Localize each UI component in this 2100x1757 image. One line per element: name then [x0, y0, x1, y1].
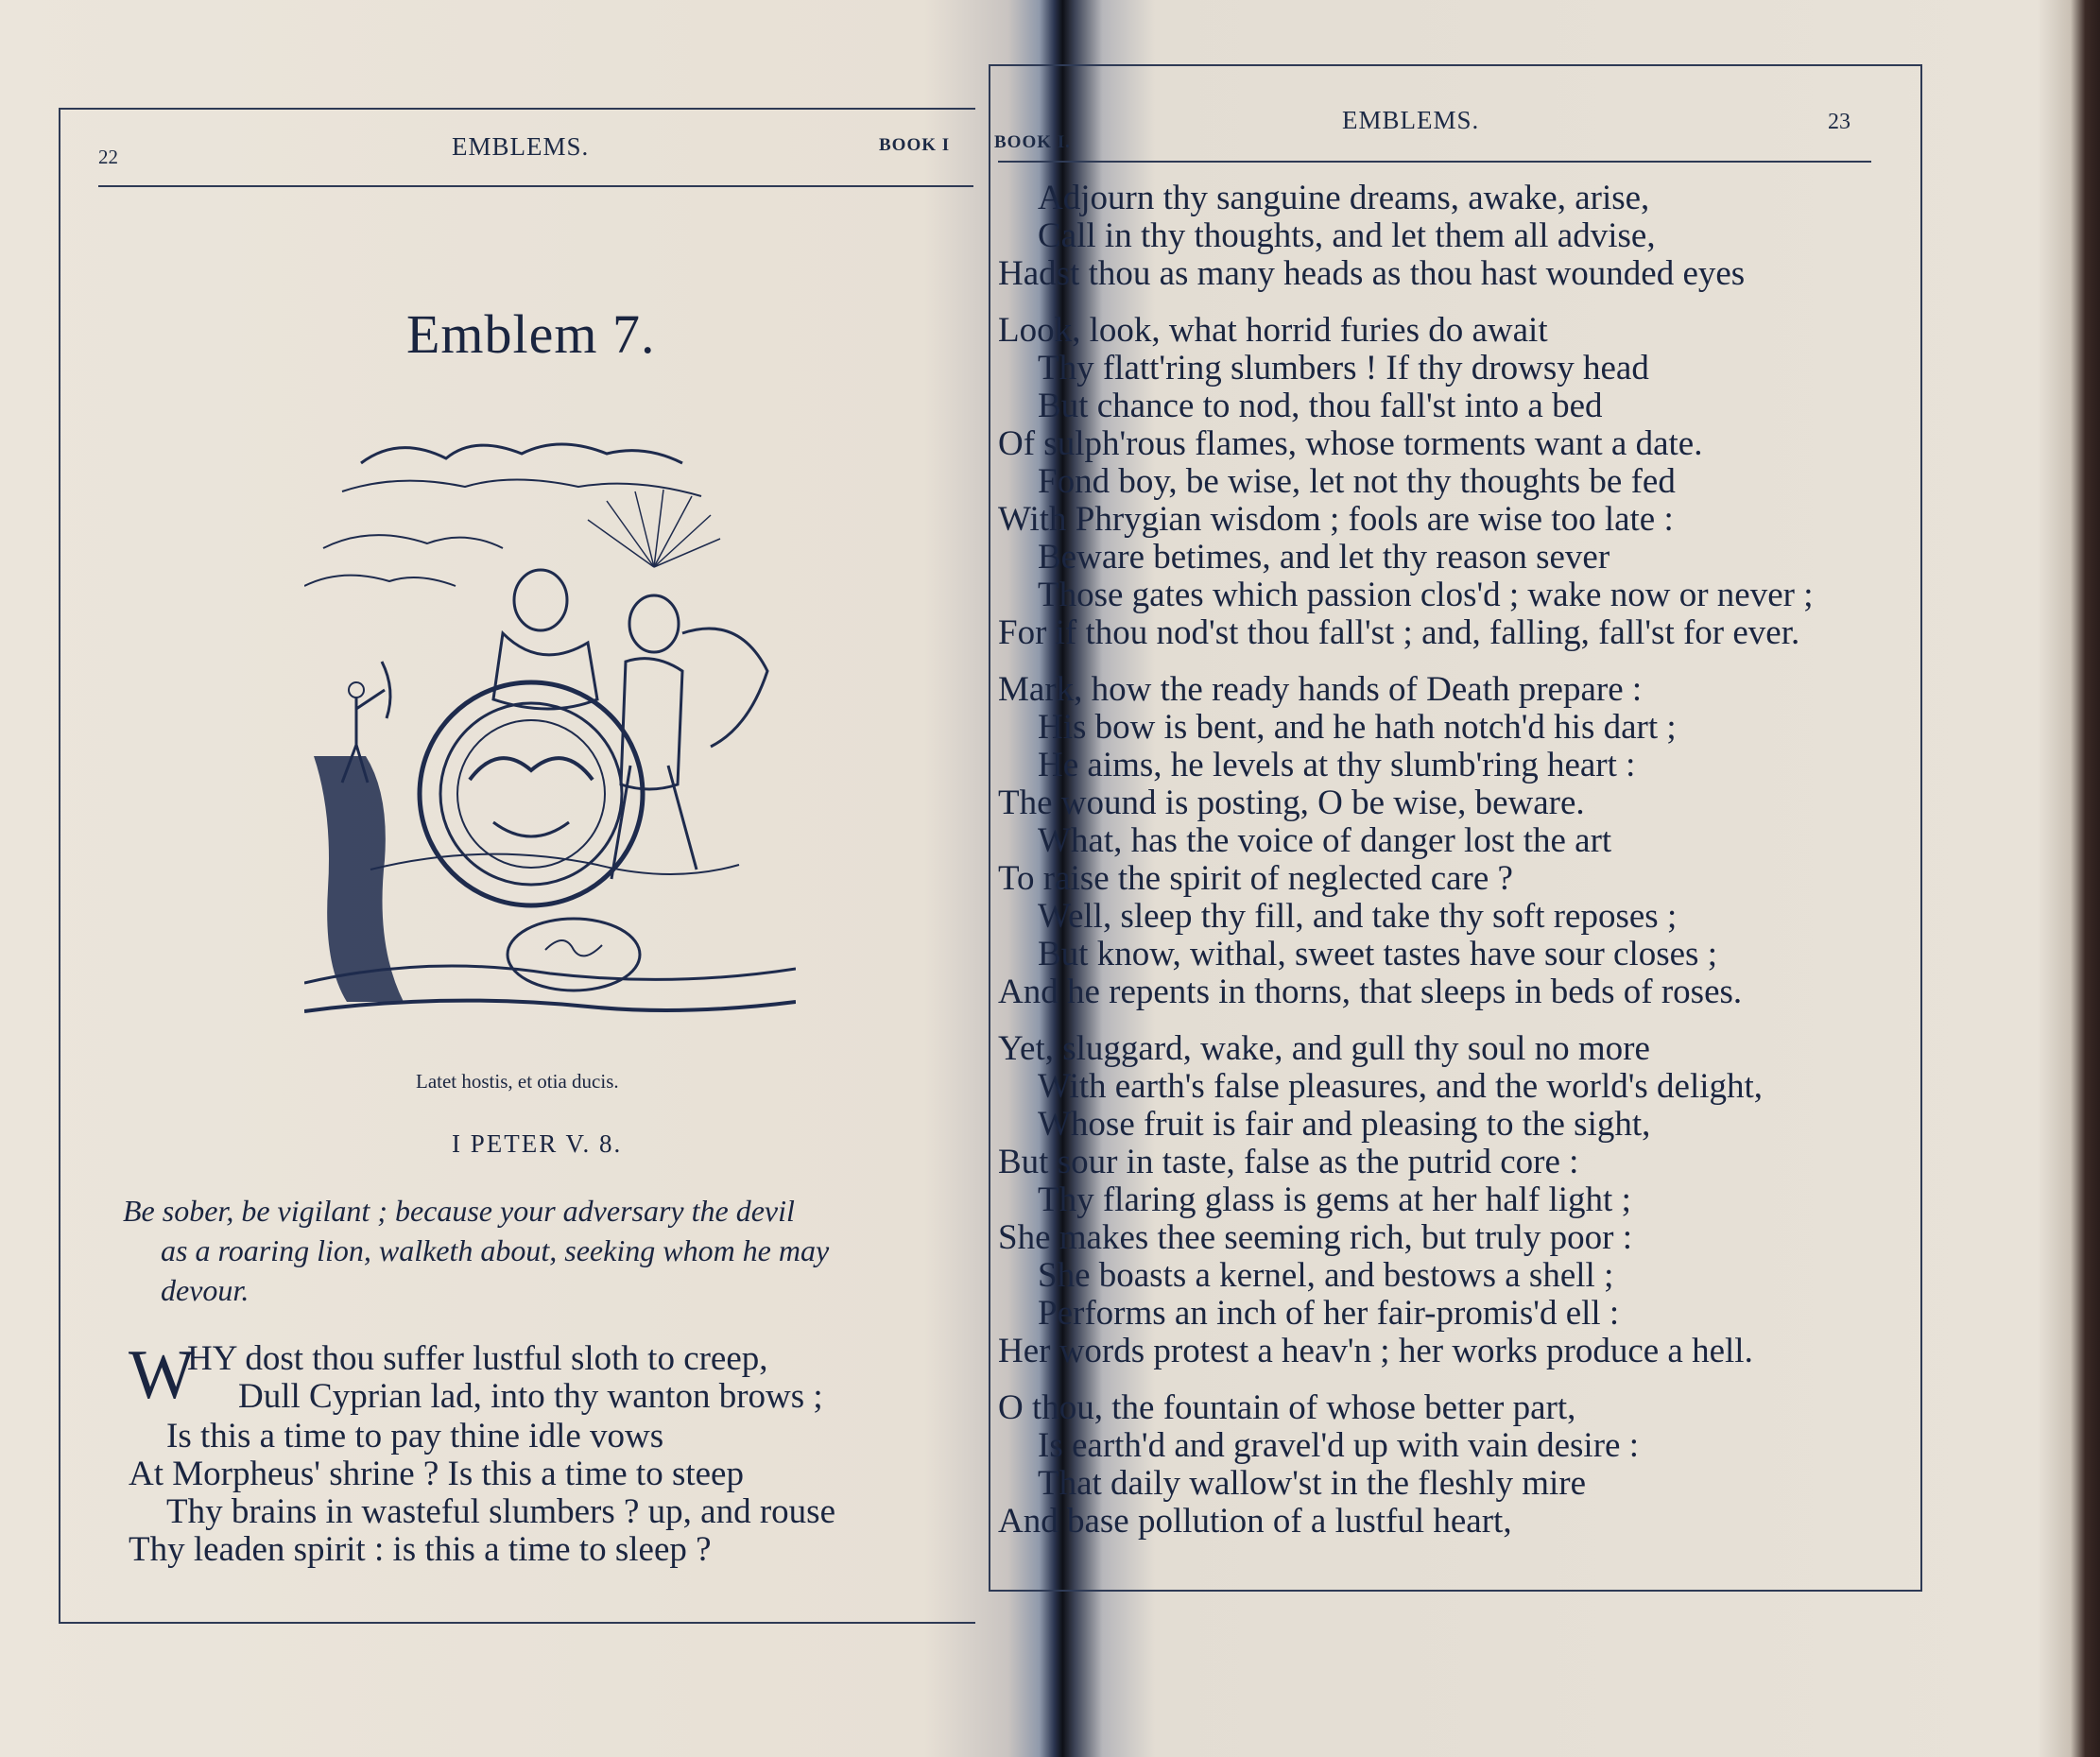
- verse-line: Adjourn thy sanguine dreams, awake, arise,: [1038, 179, 1650, 217]
- drop-cap: W: [129, 1336, 195, 1414]
- verse-line: And he repents in thorns, that sleeps in beds of roses.: [998, 973, 1743, 1011]
- verse-line: Her words protest a heav'n ; her works produce a hell.: [998, 1332, 1753, 1370]
- verse-line: Thy leaden spirit : is this a time to sleep ?: [129, 1530, 712, 1569]
- verse-line: The wound is posting, O be wise, beware.: [998, 784, 1585, 822]
- verse-line: He aims, he levels at thy slumb'ring heart :: [1038, 746, 1636, 784]
- verse-line: But chance to nod, thou fall'st into a bed: [1038, 387, 1603, 425]
- verse-line: To raise the spirit of neglected care ?: [998, 859, 1513, 898]
- left-book-label: BOOK I: [879, 135, 951, 155]
- verse-line: Performs an inch of her fair-promis'd ell :: [1038, 1294, 1620, 1333]
- right-book-label: BOOK I.: [994, 132, 1071, 152]
- right-head-rule: [998, 161, 1871, 163]
- left-running-head: EMBLEMS.: [452, 132, 590, 161]
- left-head-rule: [98, 185, 973, 187]
- right-verse: [998, 180, 1813, 1541]
- verse-line: Look, look, what horrid furies do await: [998, 311, 1548, 350]
- verse-line: Thy flaring glass is gems at her half light ;: [1038, 1180, 1631, 1219]
- verse-line: Beware betimes, and let thy reason sever: [1038, 538, 1610, 577]
- scripture-reference: I PETER V. 8.: [452, 1129, 623, 1158]
- verse-line: Mark, how the ready hands of Death prepare :: [998, 670, 1643, 709]
- emblem-title: Emblem 7.: [406, 303, 656, 365]
- verse-line: Is this a time to pay thine idle vows: [166, 1417, 664, 1456]
- verse-line: And base pollution of a lustful heart,: [998, 1502, 1512, 1541]
- verse-line: Thy brains in wasteful slumbers ? up, and rouse: [166, 1492, 835, 1531]
- verse-line: Is earth'd and gravel'd up with vain desire :: [1038, 1426, 1639, 1465]
- verse-line: His bow is bent, and he hath notch'd his dart ;: [1038, 708, 1677, 747]
- emblem-motto: Latet hostis, et otia ducis.: [416, 1070, 619, 1093]
- verse-line: At Morpheus' shrine ? Is this a time to steep: [129, 1455, 744, 1493]
- verse-line: What, has the voice of danger lost the art: [1038, 821, 1612, 860]
- verse-line: Whose fruit is fair and pleasing to the sight,: [1038, 1105, 1651, 1144]
- verse-line: With earth's false pleasures, and the world's delight,: [1038, 1067, 1764, 1106]
- verse-line: HY dost thou suffer lustful sloth to creep,: [187, 1339, 768, 1378]
- left-page: [0, 0, 973, 1757]
- left-verse: [187, 1340, 823, 1416]
- verse-line: Dull Cyprian lad, into thy wanton brows ;: [238, 1377, 823, 1416]
- verse-line: O thou, the fountain of whose better part,: [998, 1388, 1576, 1427]
- verse-line: She boasts a kernel, and bestows a shell ;: [1038, 1256, 1614, 1295]
- left-page-number: 22: [98, 146, 118, 168]
- verse-line: For if thou nod'st thou fall'st ; and, falling, fall'st for ever.: [998, 613, 1800, 652]
- right-page: [983, 0, 2079, 1757]
- verse-line: Thy flatt'ring slumbers ! If thy drowsy head: [1038, 349, 1649, 388]
- verse-line: Call in thy thoughts, and let them all advise,: [1038, 216, 1656, 255]
- scripture-line: as a roaring lion, walketh about, seeking whom he may: [161, 1233, 830, 1267]
- emblem-engraving-icon: [304, 425, 796, 1030]
- verse-line: Of sulph'rous flames, whose torments want a date.: [998, 424, 1703, 463]
- right-page-number: 23: [1828, 110, 1850, 134]
- verse-line: But know, withal, sweet tastes have sour closes ;: [1038, 935, 1717, 973]
- scripture-line: devour.: [161, 1273, 250, 1307]
- scripture-line: Be sober, be vigilant ; because your adversary the devil: [123, 1194, 795, 1228]
- verse-line: That daily wallow'st in the fleshly mire: [1038, 1464, 1587, 1503]
- right-running-head: EMBLEMS.: [1342, 106, 1480, 134]
- verse-line: She makes thee seeming rich, but truly poor :: [998, 1218, 1632, 1257]
- verse-line: But sour in taste, false as the putrid core :: [998, 1143, 1579, 1181]
- verse-line: Fond boy, be wise, let not thy thoughts be fed: [1038, 462, 1676, 501]
- verse-line: Hadst thou as many heads as thou hast wounded eyes: [998, 254, 1746, 293]
- verse-line: Well, sleep thy fill, and take thy soft reposes ;: [1038, 897, 1678, 936]
- left-verse-cont: [129, 1418, 835, 1569]
- verse-line: Yet, sluggard, wake, and gull thy soul no more: [998, 1029, 1650, 1068]
- verse-line: Those gates which passion clos'd ; wake now or never ;: [1038, 576, 1814, 614]
- scripture-text: [123, 1191, 973, 1310]
- verse-line: With Phrygian wisdom ; fools are wise too late :: [998, 500, 1674, 539]
